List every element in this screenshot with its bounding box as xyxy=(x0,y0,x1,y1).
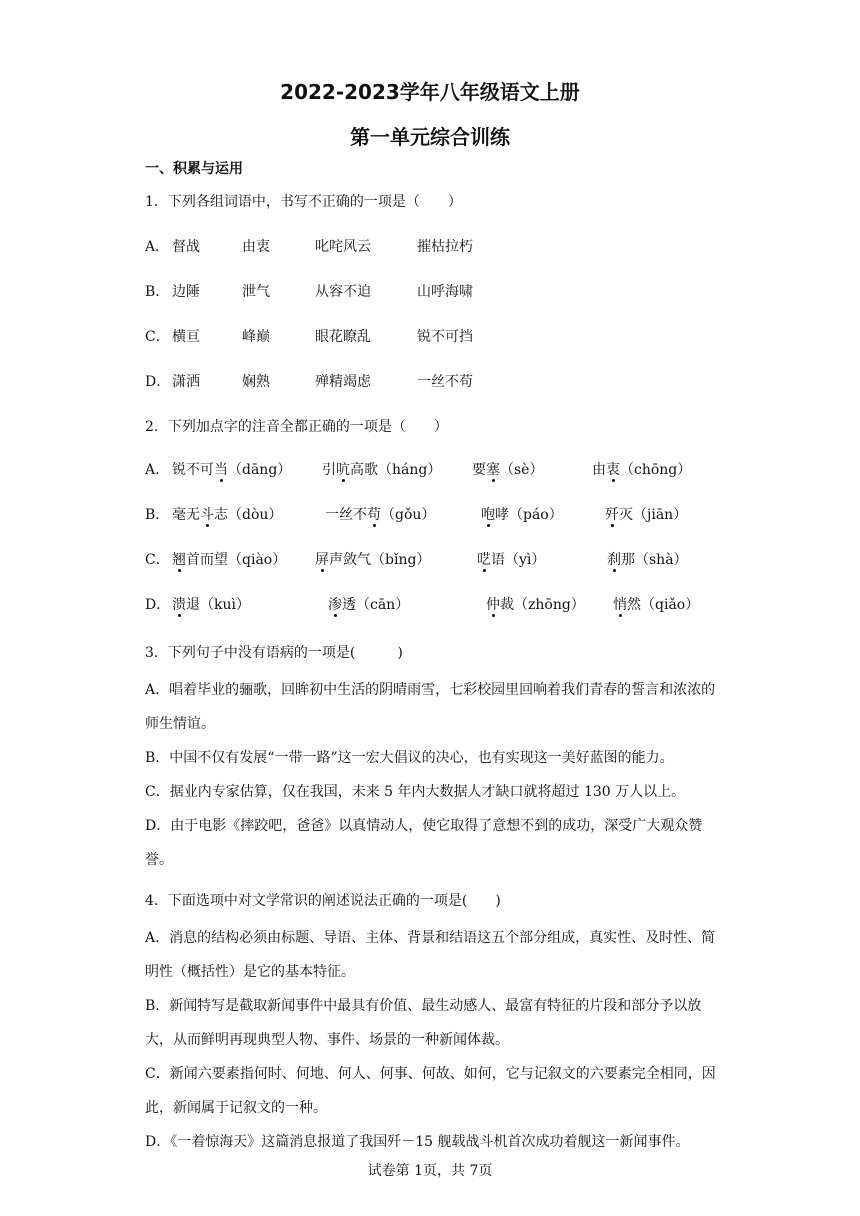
option-word: 山呼海啸 xyxy=(417,284,473,300)
option-word: 督战 xyxy=(172,239,200,255)
pinyin-item: 渗透（cān） xyxy=(328,597,410,613)
page-footer: 试卷第 1页，共 7页 xyxy=(367,1163,493,1179)
dotted-character: 悄 xyxy=(613,597,627,613)
option-word: 眼花瞭乱 xyxy=(315,329,371,345)
unit-title: 第一单元综合训练 xyxy=(350,125,510,149)
question-3-option-b: B．中国不仅有发展“一带一路”这一宏大倡议的决心，也有实现这一美好蓝图的能力。 xyxy=(145,750,674,766)
question-4-option-c: C．新闻六要素指何时、何地、何人、何事、何故、如何，它与记叙文的六要素完全相同，因此，新闻属于记叙文的一种。 xyxy=(145,1066,716,1116)
dotted-character: 刹 xyxy=(607,552,621,568)
pinyin-item: 屏声敛气（bǐng） xyxy=(315,552,431,568)
option-label: C． xyxy=(145,552,170,568)
pinyin-item: 引吭高歌（háng） xyxy=(322,462,442,478)
option-word: 锐不可挡 xyxy=(417,329,473,345)
pinyin-item: 要塞（sè） xyxy=(472,462,544,478)
question-1-stem: 1．下列各组词语中，书写不正确的一项是（ ） xyxy=(145,194,462,210)
dotted-character: 渗 xyxy=(328,597,342,613)
question-3-option-d: D．由于电影《摔跤吧，爸爸》以真情动人，使它取得了意想不到的成功，深受广大观众赞誉。 xyxy=(145,818,703,868)
pinyin-item: 锐不可当（dāng） xyxy=(172,462,292,478)
section-heading: 一、积累与运用 xyxy=(145,161,243,177)
option-word: 叱咤风云 xyxy=(315,239,371,255)
option-label: A． xyxy=(145,239,170,255)
dotted-character: 咆 xyxy=(481,507,495,523)
option-label: B． xyxy=(145,284,170,300)
option-label: D． xyxy=(145,374,171,390)
pinyin-item: 溃退（kuì） xyxy=(172,597,250,613)
dotted-character: 斗 xyxy=(200,507,214,523)
option-word: 峰巅 xyxy=(242,329,270,345)
pinyin-item: 悄然（qiǎo） xyxy=(613,597,700,613)
dotted-character: 吭 xyxy=(336,462,350,478)
dotted-character: 当 xyxy=(214,462,228,478)
pinyin-item: 歼灭（jiān） xyxy=(605,507,688,523)
option-word: 从容不迫 xyxy=(315,284,371,300)
pinyin-item: 呓语（yì） xyxy=(477,552,546,568)
option-word: 横亘 xyxy=(172,329,200,345)
question-2-stem: 2．下列加点字的注音全都正确的一项是（ ） xyxy=(145,419,448,435)
dotted-character: 衷 xyxy=(606,462,620,478)
pinyin-item: 翘首而望（qiào） xyxy=(172,552,287,568)
dotted-character: 呓 xyxy=(477,552,491,568)
question-3-option-c: C．据业内专家估算，仅在我国，未来 5 年内大数据人才缺口就将超过 130 万人以上。 xyxy=(145,784,686,800)
pinyin-item: 毫无斗志（dòu） xyxy=(172,507,283,523)
option-label: D． xyxy=(145,597,171,613)
option-label: B． xyxy=(145,507,170,523)
pinyin-item: 刹那（shà） xyxy=(607,552,688,568)
pinyin-item: 仲裁（zhōng） xyxy=(486,597,585,613)
dotted-character: 屏 xyxy=(315,552,329,568)
option-word: 殚精竭虑 xyxy=(315,374,371,390)
question-3-stem: 3．下列句子中没有语病的一项是( ) xyxy=(145,645,403,661)
dotted-character: 仲 xyxy=(486,597,500,613)
pinyin-item: 由衷（chōng） xyxy=(592,462,692,478)
dotted-character: 翘 xyxy=(172,552,186,568)
dotted-character: 溃 xyxy=(172,597,186,613)
question-4-option-d: D．《一着惊海天》这篇消息报道了我国歼－15 舰载战斗机首次成功着舰这一新闻事件。 xyxy=(145,1134,690,1150)
option-label: C． xyxy=(145,329,170,345)
pinyin-item: 咆哮（páo） xyxy=(481,507,563,523)
option-word: 泄气 xyxy=(242,284,270,300)
pinyin-item: 一丝不苟（gǒu） xyxy=(325,507,436,523)
question-4-option-b: B．新闻特写是截取新闻事件中最具有价值、最生动感人、最富有特征的片段和部分予以放大，从而鲜明再现典型人物、事件、场景的一种新闻体裁。 xyxy=(145,998,702,1048)
option-word: 一丝不苟 xyxy=(417,374,473,390)
option-word: 潇洒 xyxy=(172,374,200,390)
question-4-option-a: A．消息的结构必须由标题、导语、主体、背景和结语这五个部分组成，真实性、及时性、简明性（概括性）是它的基本特征。 xyxy=(145,930,716,980)
option-word: 娴熟 xyxy=(242,374,270,390)
option-word: 边陲 xyxy=(172,284,200,300)
exam-title: 2022-2023学年八年级语文上册 xyxy=(280,80,580,104)
option-word: 由衷 xyxy=(242,239,270,255)
option-word: 摧枯拉朽 xyxy=(417,239,473,255)
question-3-option-a: A．唱着毕业的骊歌，回眸初中生活的阴晴雨雪，七彩校园里回响着我们青春的誓言和浓浓的师生情谊。 xyxy=(145,682,716,732)
dotted-character: 塞 xyxy=(486,462,500,478)
dotted-character: 歼 xyxy=(605,507,619,523)
question-4-stem: 4．下面选项中对文学常识的阐述说法正确的一项是( ) xyxy=(145,893,501,909)
option-label: A． xyxy=(145,462,170,478)
dotted-character: 苟 xyxy=(367,507,381,523)
